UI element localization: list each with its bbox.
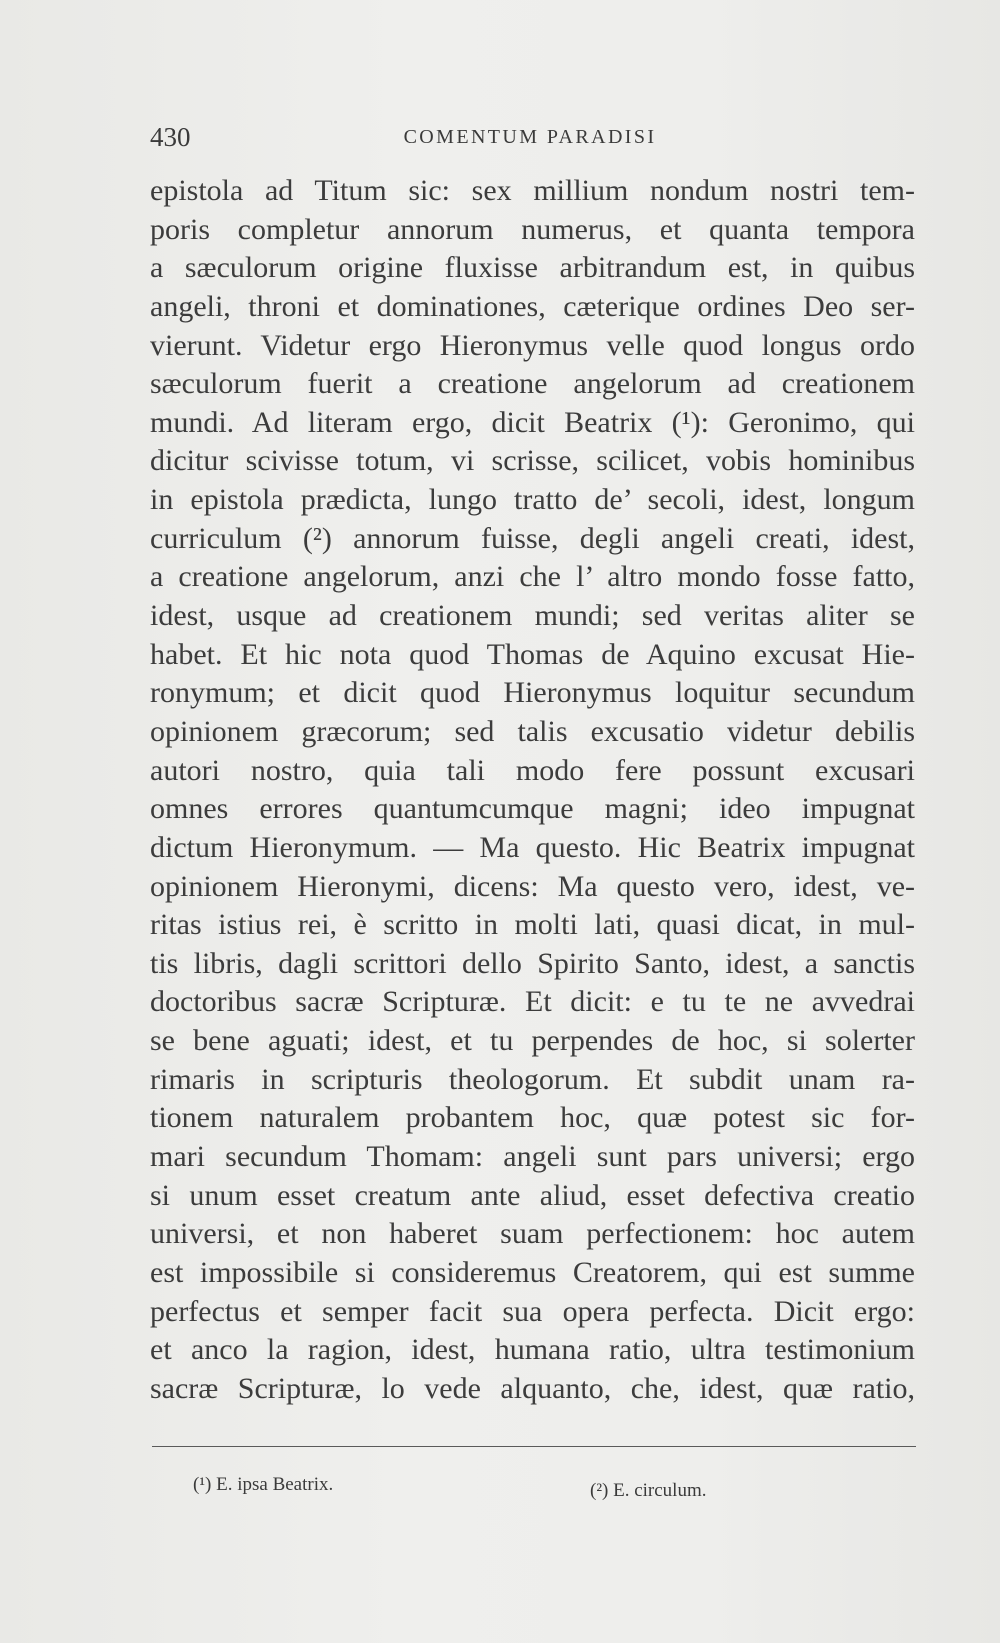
text-line: angeli, throni et dominationes, cæterique ordines Deo ser- xyxy=(150,289,915,323)
text-line: si unum esset creatum ante aliud, esset defectiva creatio xyxy=(150,1178,915,1212)
text-line: autori nostro, quia tali modo fere possunt excusari xyxy=(150,753,915,787)
text-line: ronymum; et dicit quod Hieronymus loquitur secundum xyxy=(150,676,915,710)
footnote-1: (¹) E. ipsa Beatrix. xyxy=(193,1474,334,1495)
text-line: universi, et non haberet suam perfectionem: hoc autem xyxy=(150,1217,915,1251)
text-line: sacræ Scripturæ, lo vede alquanto, che, idest, quæ ratio, xyxy=(150,1371,915,1405)
text-line: vierunt. Videtur ergo Hieronymus velle quod longus ordo xyxy=(150,328,915,362)
text-line: opinionem Hieronymi, dicens: Ma questo vero, idest, ve- xyxy=(150,869,915,903)
text-line: mari secundum Thomam: angeli sunt pars universi; ergo xyxy=(150,1140,915,1174)
running-head: COMENTUM PARADISI xyxy=(403,126,657,148)
text-line: mundi. Ad literam ergo, dicit Beatrix (¹): Geronimo, qui xyxy=(150,405,915,439)
text-line: a sæculorum origine fluxisse arbitrandum est, in quibus xyxy=(150,251,915,285)
text-line: idest, usque ad creationem mundi; sed veritas aliter se xyxy=(150,599,915,633)
text-line: est impossibile si consideremus Creatorem, qui est summe xyxy=(150,1255,915,1289)
text-line: ritas istius rei, è scritto in molti lati, quasi dicat, in mul- xyxy=(150,908,915,942)
text-line: se bene aguati; idest, et tu perpendes de hoc, si solerter xyxy=(150,1024,915,1058)
footnote-2: (²) E. circulum. xyxy=(590,1480,707,1501)
text-line: tionem naturalem probantem hoc, quæ potest sic for- xyxy=(150,1101,915,1135)
text-line: poris completur annorum numerus, et quanta tempora xyxy=(150,212,915,246)
text-line: doctoribus sacræ Scripturæ. Et dicit: e tu te ne avvedrai xyxy=(150,985,915,1019)
page-header xyxy=(150,122,910,158)
footnotes xyxy=(150,1474,915,1514)
footnote-rule xyxy=(152,1446,916,1447)
text-line: sæculorum fuerit a creatione angelorum ad creationem xyxy=(150,367,915,401)
text-line: rimaris in scripturis theologorum. Et subdit unam ra- xyxy=(150,1062,915,1096)
text-line: dictum Hieronymum. — Ma questo. Hic Beatrix impugnat xyxy=(150,830,915,864)
text-line: curriculum (²) annorum fuisse, degli angeli creati, idest, xyxy=(150,521,915,555)
body-text xyxy=(150,172,915,1409)
text-line: a creatione angelorum, anzi che l’ altro mondo fosse fatto, xyxy=(150,560,915,594)
text-line: in epistola prædicta, lungo tratto de’ secoli, idest, longum xyxy=(150,483,915,517)
page-number: 430 xyxy=(150,122,191,152)
text-line: habet. Et hic nota quod Thomas de Aquino excusat Hie- xyxy=(150,637,915,671)
text-line: opinionem græcorum; sed talis excusatio videtur debilis xyxy=(150,714,915,748)
text-line: et anco la ragion, idest, humana ratio, ultra testimonium xyxy=(150,1333,915,1367)
text-line: dicitur scivisse totum, vi scrisse, scilicet, vobis hominibus xyxy=(150,444,915,478)
text-line: omnes errores quantumcumque magni; ideo impugnat xyxy=(150,792,915,826)
text-line: tis libris, dagli scrittori dello Spirito Santo, idest, a sanctis xyxy=(150,946,915,980)
text-line: epistola ad Titum sic: sex millium nondum nostri tem- xyxy=(150,174,915,207)
text-line: perfectus et semper facit sua opera perfecta. Dicit ergo: xyxy=(150,1294,915,1328)
